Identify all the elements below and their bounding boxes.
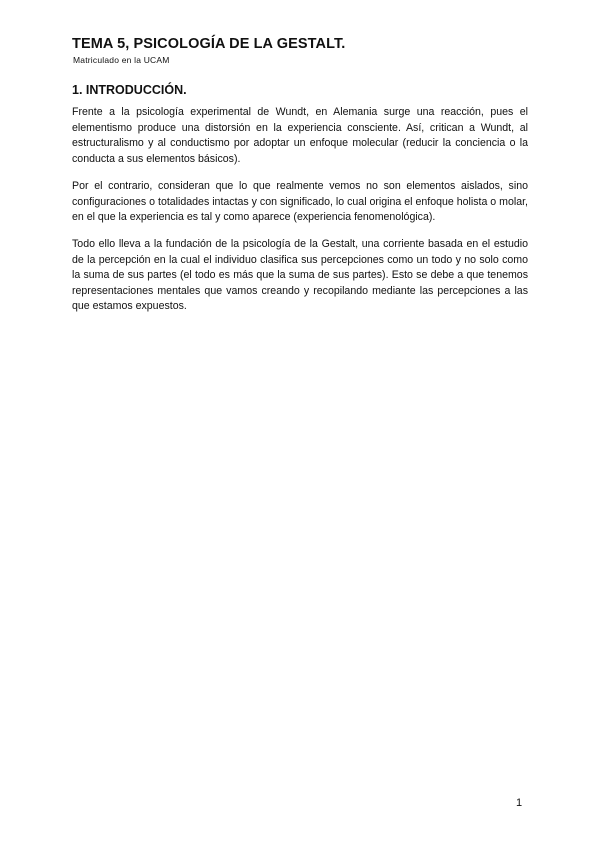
paragraph-2: Por el contrario, consideran que lo que realmente vemos no son elementos aislados, sino configuraciones o totalidades intactas y con significado, lo cual origina el enfoque holista o molar, en el que la experiencia es tal y como aparece (experiencia fenomenológica). bbox=[72, 180, 528, 224]
paragraph-3: Todo ello lleva a la fundación de la psicología de la Gestalt, una corriente basada en el estudio de la percepción en la cual el individuo clasifica sus percepciones como un todo y no solo como la suma de sus partes (el todo es más que la suma de sus partes). Esto se debe a que tenemos representaciones mentales que vamos creando y recopilando mediante las percepciones a las que estamos expuestos. bbox=[72, 238, 528, 313]
paragraph-1: Frente a la psicología experimental de Wundt, en Alemania surge una reacción, pues el elementismo produce una distorsión en la experiencia consciente. Así, critican a Wundt, al estructuralismo y al conductismo por adoptar un enfoque molecular (reducir la conciencia o la conducta a sus elementos básicos). bbox=[72, 106, 528, 165]
section-heading: 1. INTRODUCCIÓN. bbox=[72, 83, 187, 97]
page-number: 1 bbox=[516, 797, 523, 809]
document-subtitle: Matriculado en la UCAM bbox=[73, 55, 170, 65]
document-title: TEMA 5, PSICOLOGÍA DE LA GESTALT. bbox=[72, 36, 346, 52]
